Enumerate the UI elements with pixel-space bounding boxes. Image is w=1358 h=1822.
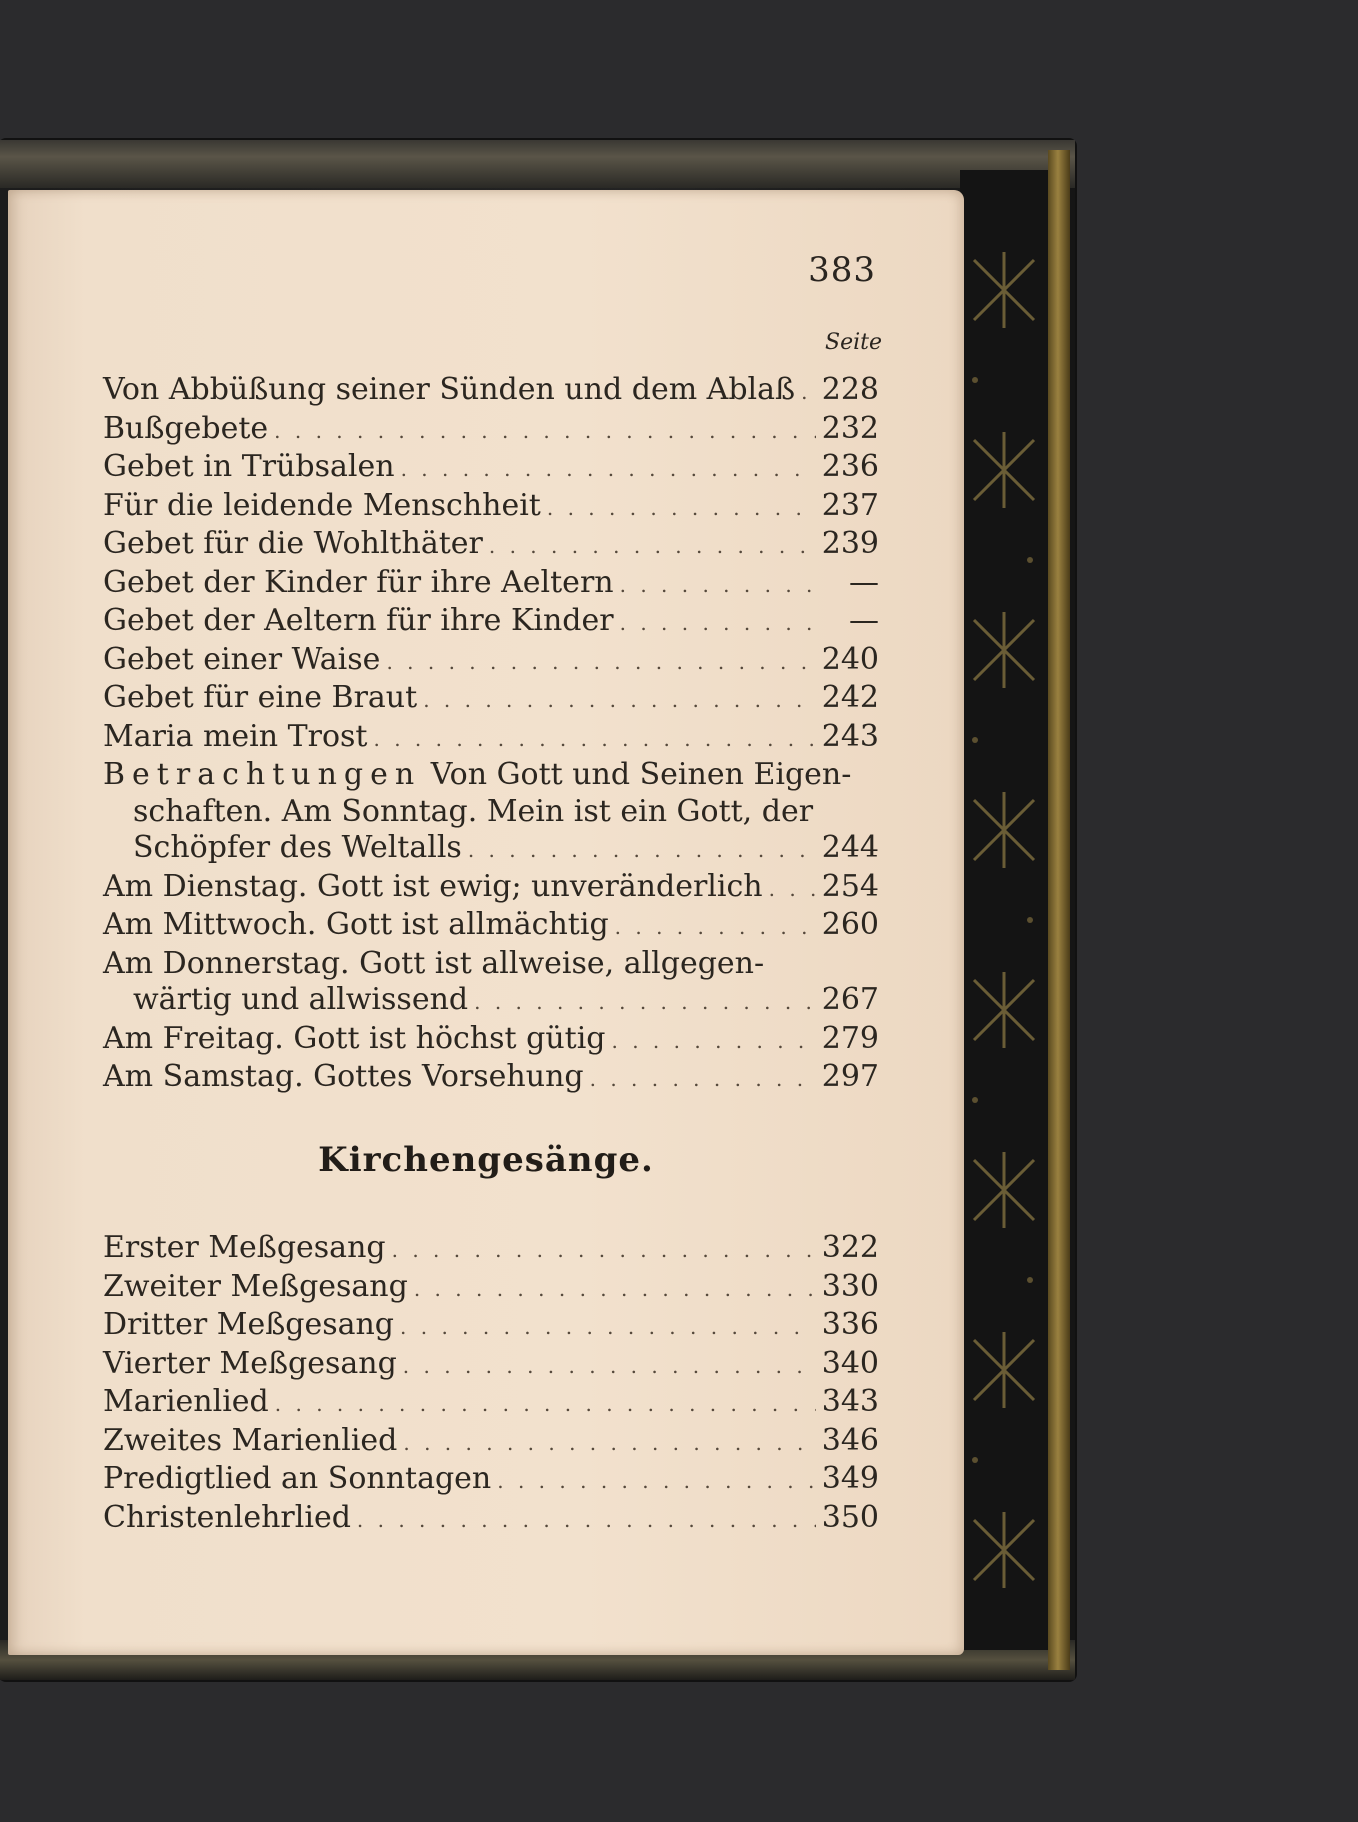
hymn-entry: Vierter Meßgesang . . . 340 [103,1346,879,1385]
toc-entry: Gebet der Aeltern für ihre Kinder . . . — [103,603,879,642]
toc-entry: Am Samstag. Gottes Vorsehung . . . 297 [103,1059,879,1098]
toc-entry: Bußgebete . . . 232 [103,411,879,450]
book-page [8,190,964,1655]
toc-entry-donnerstag-line1: Am Donnerstag. Gott ist allweise, allgegen- [103,945,765,981]
hymn-entry: Dritter Meßgesang . . . 336 [103,1307,879,1346]
toc-entry: Gebet für die Wohlthäter . . . 239 [103,526,879,565]
hymn-entry: Predigtlied an Sonntagen . . . 349 [103,1461,879,1500]
toc-entry-betrachtungen-line2: schaften. Am Sonntag. Mein ist ein Gott, der [133,793,814,829]
table-of-contents [103,372,879,1098]
hymn-entry: Marienlied . . . 343 [103,1384,879,1423]
toc-entry: Am Dienstag. Gott ist ewig; unveränderlich . . . 254 [103,869,879,908]
hymn-entry: Erster Meßgesang . . . 322 [103,1230,879,1269]
betrachtungen-label: Betrachtungen [103,757,422,792]
gilt-page-edge [1048,150,1070,1670]
toc-entry: Am Mittwoch. Gott ist allmächtig . . . 260 [103,907,879,946]
star-pattern-icon [960,170,1048,1650]
toc-entry-betrachtungen-line1: Betrachtungen Von Gott und Seinen Eigen- [103,757,852,792]
toc-entry-donnerstag-line2: wärtig und allwissend . . . 267 [103,982,879,1021]
page-number: 383 [808,250,876,290]
decorative-endpaper [960,170,1048,1650]
toc-entry: Von Abbüßung seiner Sünden und dem Ablaß . . . 228 [103,372,879,411]
toc-entry-betrachtungen-line3: Schöpfer des Weltalls . . . 244 [103,830,879,869]
toc-entry: Gebet für eine Braut . . . 242 [103,680,879,719]
hymn-entry: Zweiter Meßgesang . . . 330 [103,1269,879,1308]
toc-entry: Gebet der Kinder für ihre Aeltern . . . — [103,565,879,604]
cover-top-edge [0,140,1075,188]
seite-column-label: Seite [825,330,882,355]
hymn-list [103,1230,879,1538]
toc-entry: Maria mein Trost . . . 243 [103,719,879,758]
toc-entry: Gebet in Trübsalen . . . 236 [103,449,879,488]
toc-entry: Für die leidende Menschheit . . . 237 [103,488,879,527]
toc-entry: Am Freitag. Gott ist höchst gütig . . . 279 [103,1021,879,1060]
hymn-entry: Christenlehrlied . . . 350 [103,1500,879,1539]
hymn-entry: Zweites Marienlied . . . 346 [103,1423,879,1462]
section-heading: Kirchengesänge. [318,1140,654,1180]
toc-entry: Gebet einer Waise . . . 240 [103,642,879,681]
